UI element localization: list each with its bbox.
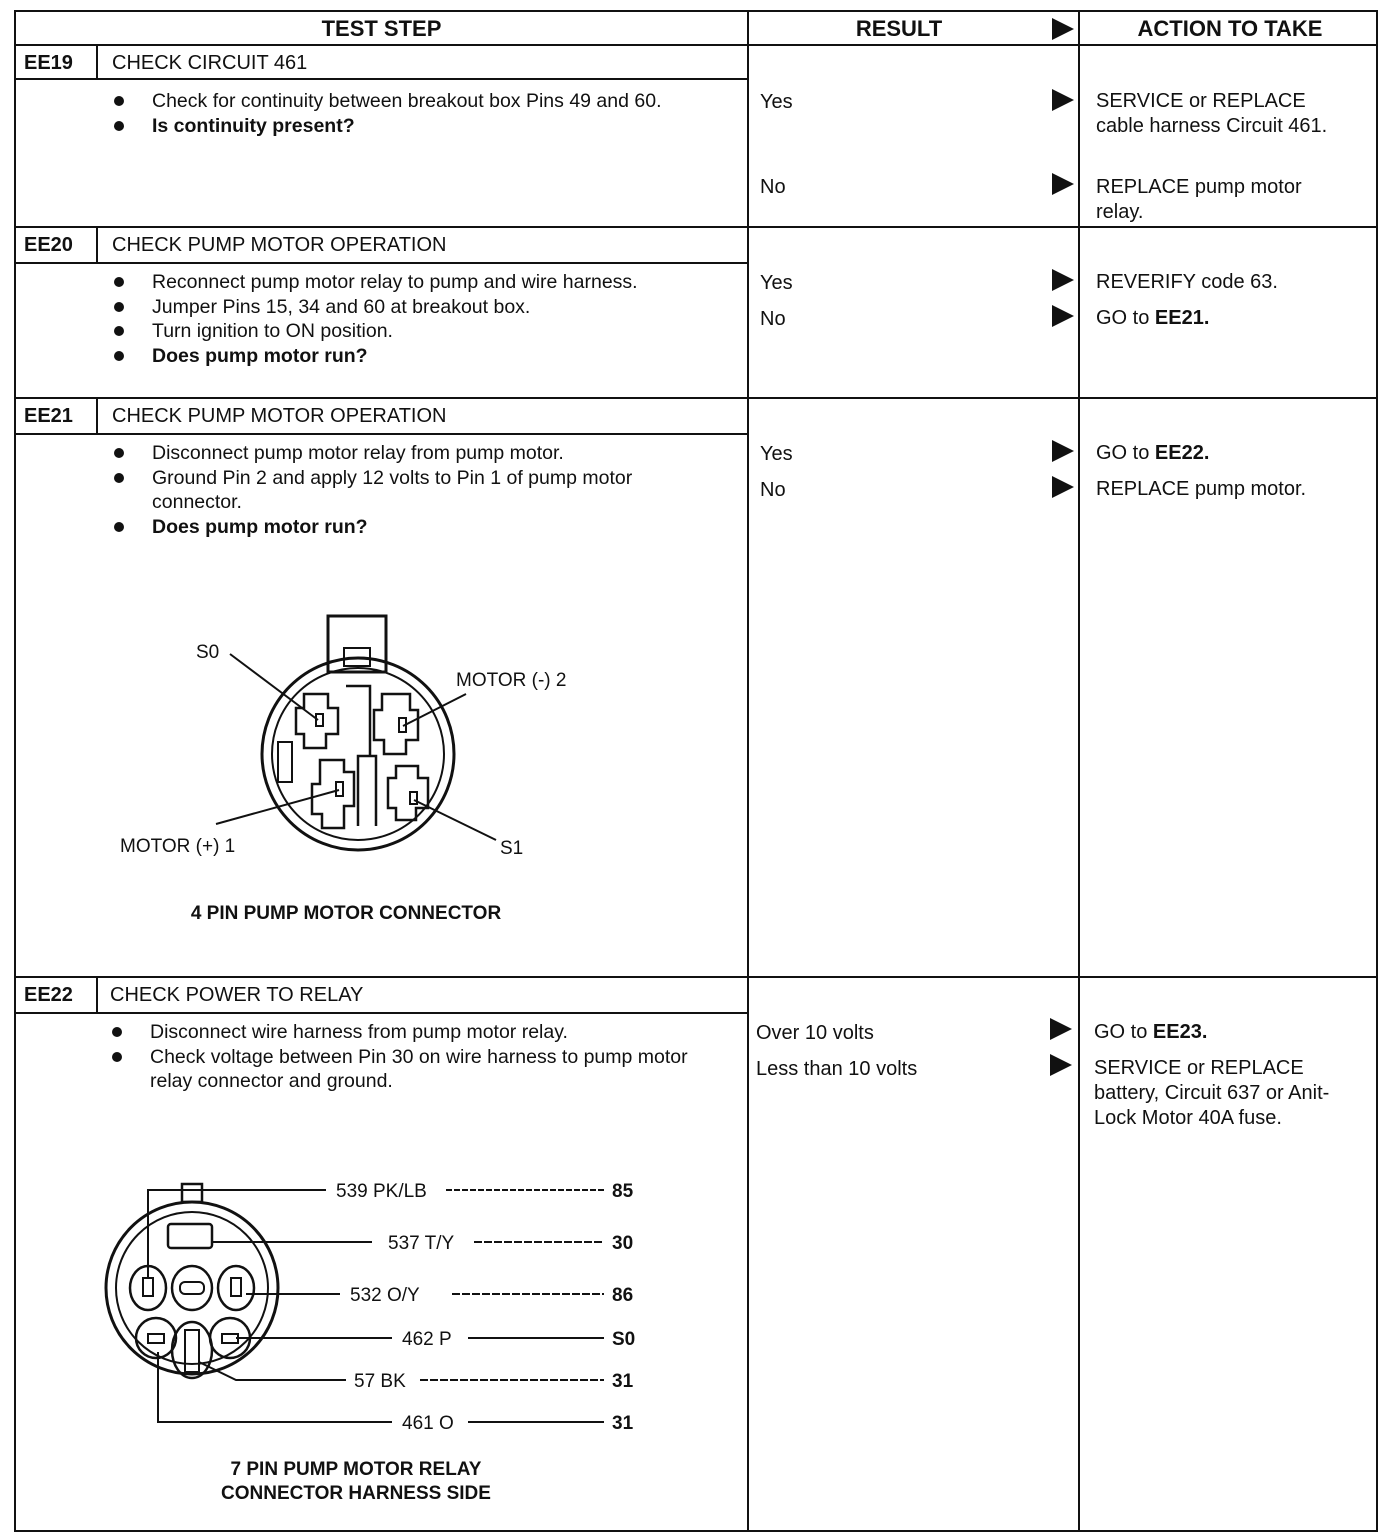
label-motor-pos: MOTOR (+) 1: [120, 836, 236, 857]
pin-number: 85: [612, 1181, 634, 1202]
pin-cavity-motor-pos: [312, 760, 354, 828]
pin-s1: [222, 1334, 238, 1343]
result-no-ee19: No: [760, 176, 786, 198]
label-s1: S1: [500, 838, 524, 859]
step-rule: [16, 78, 747, 80]
result-over-10-volts: Over 10 volts: [756, 1022, 874, 1044]
action-ee21-no: REPLACE pump motor.: [1096, 478, 1307, 500]
arrow-icon: [1052, 269, 1074, 291]
instruction-question: Does pump motor run?: [114, 515, 674, 540]
instruction: Jumper Pins 15, 34 and 60 at breakout box.: [114, 295, 674, 320]
wire-label: 57 BK: [354, 1371, 406, 1392]
action-text: GO to: [1096, 442, 1155, 464]
pin-number: 86: [612, 1285, 634, 1306]
label-motor-neg: MOTOR (-) 2: [456, 670, 567, 691]
pin-number: S0: [612, 1329, 636, 1350]
step-divider: [16, 226, 1376, 228]
arrow-icon: [1052, 89, 1074, 111]
wire-label: 462 P: [402, 1329, 452, 1350]
code-divider: [96, 46, 98, 78]
header-test-step: TEST STEP: [321, 16, 442, 41]
result-less-than-10-volts: Less than 10 volts: [756, 1058, 918, 1080]
pin-86: [231, 1278, 241, 1296]
arrow-icon: [1052, 476, 1074, 498]
pin-center-cavity: [172, 1266, 212, 1310]
step-title-ee19: CHECK CIRCUIT 461: [112, 52, 308, 74]
wire-label: 539 PK/LB: [336, 1181, 427, 1202]
step-rule: [16, 1012, 747, 1014]
code-divider: [96, 978, 98, 1012]
step-instructions-ee20: [114, 270, 674, 368]
four-pin-connector-diagram: [106, 602, 606, 862]
instruction: Ground Pin 2 and apply 12 volts to Pin 1 of pump motor connector.: [114, 466, 674, 515]
pin-number: 31: [612, 1413, 634, 1434]
pin-number: 31: [612, 1371, 634, 1392]
label-s0: S0: [196, 642, 220, 663]
result-no-ee20: No: [760, 308, 786, 330]
connector-inner-ring: [116, 1212, 268, 1364]
pin-31: [185, 1330, 199, 1372]
pin-cavity-motor-neg: [374, 694, 418, 754]
diagram-caption-7pin-line1: 7 PIN PUMP MOTOR RELAY: [230, 1459, 482, 1480]
step-rule: [16, 262, 747, 264]
wire-label: 532 O/Y: [350, 1285, 420, 1306]
result-no-ee21: No: [760, 479, 786, 501]
instruction: Reconnect pump motor relay to pump and wire harness.: [114, 270, 674, 295]
step-code-ee22: EE22: [24, 984, 73, 1006]
instruction: Turn ignition to ON position.: [114, 319, 674, 344]
header-arrow-icon: [1052, 18, 1074, 40]
action-ee19-yes: SERVICE or REPLACE cable harness Circuit 461.: [1096, 90, 1328, 137]
column-divider-result: [747, 12, 749, 1530]
step-reference: EE22.: [1154, 442, 1210, 464]
step-code-ee19: EE19: [24, 52, 73, 74]
pin-86-cavity: [218, 1266, 254, 1310]
pin-85: [143, 1278, 153, 1296]
pin-motor-pos: [336, 782, 343, 796]
arrow-icon: [1050, 1018, 1072, 1040]
pin-center: [180, 1282, 204, 1294]
step-rule: [16, 433, 747, 435]
arrow-icon: [1050, 1054, 1072, 1076]
step-title-ee21: CHECK PUMP MOTOR OPERATION: [112, 405, 447, 427]
action-ee20-no: [1096, 306, 1351, 331]
connector-side-rib: [278, 742, 292, 782]
pin-s1: [410, 792, 417, 804]
connector-outer-ring: [106, 1202, 278, 1374]
connector-latch: [328, 616, 386, 672]
arrow-icon: [1052, 305, 1074, 327]
action-ee22-over: [1094, 1020, 1349, 1045]
action-ee19-no: REPLACE pump motor relay.: [1096, 176, 1302, 223]
step-divider: [16, 976, 1376, 978]
diagnostic-table: [14, 10, 1378, 1532]
step-instructions-ee21: [114, 441, 674, 539]
pin-30-cavity: [168, 1224, 212, 1248]
connector-latch: [182, 1184, 202, 1202]
header-action: ACTION TO TAKE: [1137, 16, 1323, 41]
step-code-ee20: EE20: [24, 234, 73, 256]
wire-label: 461 O: [402, 1413, 454, 1434]
column-divider-action: [1078, 12, 1080, 1530]
step-reference: EE21.: [1154, 307, 1210, 329]
leader-line-motor-pos: [216, 790, 339, 824]
header-result: RESULT: [855, 16, 943, 41]
action-ee20-yes: REVERIFY code 63.: [1096, 271, 1278, 293]
header-divider: [16, 44, 1376, 46]
code-divider: [96, 228, 98, 262]
action-ee21-yes: [1096, 441, 1351, 466]
action-ee22-less: SERVICE or REPLACE battery, Circuit 637 or Anit-Lock Motor 40A fuse.: [1094, 1057, 1330, 1129]
step-code-ee21: EE21: [24, 405, 73, 427]
diagram-caption-4pin: 4 PIN PUMP MOTOR CONNECTOR: [190, 903, 502, 924]
pin-number: 30: [612, 1233, 634, 1254]
action-text: GO to: [1096, 307, 1155, 329]
action-text: GO to: [1094, 1021, 1153, 1043]
instruction: Disconnect wire harness from pump motor relay.: [112, 1020, 702, 1045]
arrow-icon: [1052, 173, 1074, 195]
instruction-question: Is continuity present?: [114, 114, 714, 139]
pin-s0: [148, 1334, 164, 1343]
instruction: Disconnect pump motor relay from pump motor.: [114, 441, 674, 466]
result-yes-ee19: Yes: [760, 91, 793, 113]
step-instructions-ee22: [112, 1020, 702, 1094]
step-title-ee20: CHECK PUMP MOTOR OPERATION: [112, 234, 447, 256]
pin-s0-cavity: [136, 1318, 176, 1358]
wire-31a: [199, 1362, 346, 1380]
instruction: Check for continuity between breakout box Pins 49 and 60.: [114, 89, 714, 114]
step-divider: [16, 397, 1376, 399]
diagram-caption-7pin-line2: CONNECTOR HARNESS SIDE: [221, 1483, 491, 1504]
step-title-ee22: CHECK POWER TO RELAY: [110, 984, 364, 1006]
wire-label: 537 T/Y: [388, 1233, 455, 1254]
step-instructions-ee19: [114, 89, 714, 138]
step-reference: EE23.: [1152, 1021, 1208, 1043]
instruction: Check voltage between Pin 30 on wire harness to pump motor relay connector and ground.: [112, 1045, 702, 1094]
code-divider: [96, 399, 98, 433]
arrow-icon: [1052, 440, 1074, 462]
instruction-question: Does pump motor run?: [114, 344, 674, 369]
seven-pin-relay-connector-diagram: [96, 1152, 656, 1432]
result-yes-ee20: Yes: [760, 272, 793, 294]
result-yes-ee21: Yes: [760, 443, 793, 465]
